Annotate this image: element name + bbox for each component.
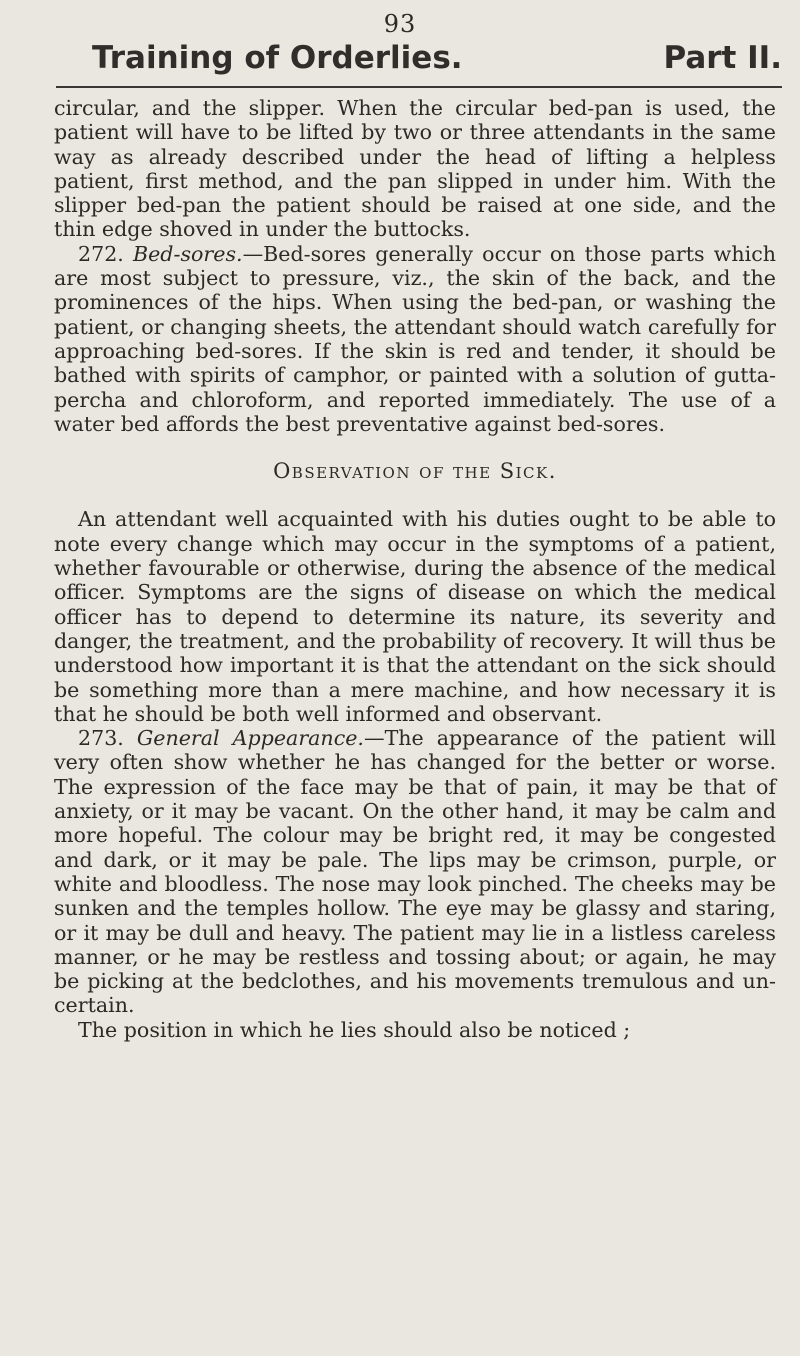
paragraph-continuation: circular, and the slipper. When the circular bed-pan is used, the patient will have to be lifted by two or three attendants in the same way as already described under the head of lifting a helpless patient, first method, and the pan slipped in under him. With the slipper bed-pan the patient should be raised at one side, and the thin edge shoved in under the buttocks. [54, 96, 776, 242]
running-head [92, 36, 782, 88]
body-text [54, 96, 776, 1042]
page-number: 93 [383, 10, 417, 38]
paragraph-observation: An attendant well acquainted with his duties ought to be able to note every change which may occur in the symptoms of a patient, whether favourable or otherwise, during the absence of the medical officer. Symptoms are the signs of disease on which the medical officer has to depend to determine its nature, its severity and danger, the treatment, and the probability of recovery. It will thus be understood how important it is that the attendant on the sick should be something more than a mere machine, and how necessary it is that he should be both well informed and observant. [54, 507, 776, 726]
paragraph-number: 273. [78, 726, 124, 751]
paragraph-general-appearance [54, 726, 776, 1018]
paragraph-position: The position in which he lies should also be noticed ; [78, 1017, 631, 1042]
paragraph-number: 272. [78, 241, 124, 266]
header-rule [56, 86, 782, 88]
section-heading: Observation of the Sick. [273, 459, 557, 484]
paragraph-text: —Bed-sores generally occur on those parts which are most subject to pressure, viz., the skin of the back, and the prominences of the hips. When using the bed-pan, or washing the patient, or changing sheets, the attendant should watch carefully for approaching bed-sores. If the skin is red and tender, it should be bathed with spirits of camphor, or painted with a solution of gutta-percha and chloroform, and reported immediately. The use of a water bed affords the best preventative against bed-sores. [54, 241, 776, 436]
paragraph-heading: General Appearance. [136, 726, 364, 751]
paragraph-bed-sores [54, 242, 776, 436]
running-head-part: Part II. [663, 40, 782, 76]
paragraph-text: —The appearance of the patient will very often show whether he has changed for the better or worse. The expression of the face may be that of pain, it may be that of anxiety, or it may be vacant. On the other hand, it may be calm and more hopeful. The colour may be bright red, it may be congested and dark, or it may be pale. The lips may be crimson, purple, or white and bloodless. The nose may look pinched. The cheeks may be sunken and the temples hollow. The eye may be glassy and staring, or it may be dull and heavy. The patient may lie in a listless careless manner, or he may be restless and tossing about; or again, he may be picking at the bedclothes, and his movements tremulous and un-certain. [54, 726, 776, 1018]
paragraph-heading: Bed-sores. [132, 241, 243, 266]
running-head-title: Training of Orderlies. [92, 40, 463, 76]
